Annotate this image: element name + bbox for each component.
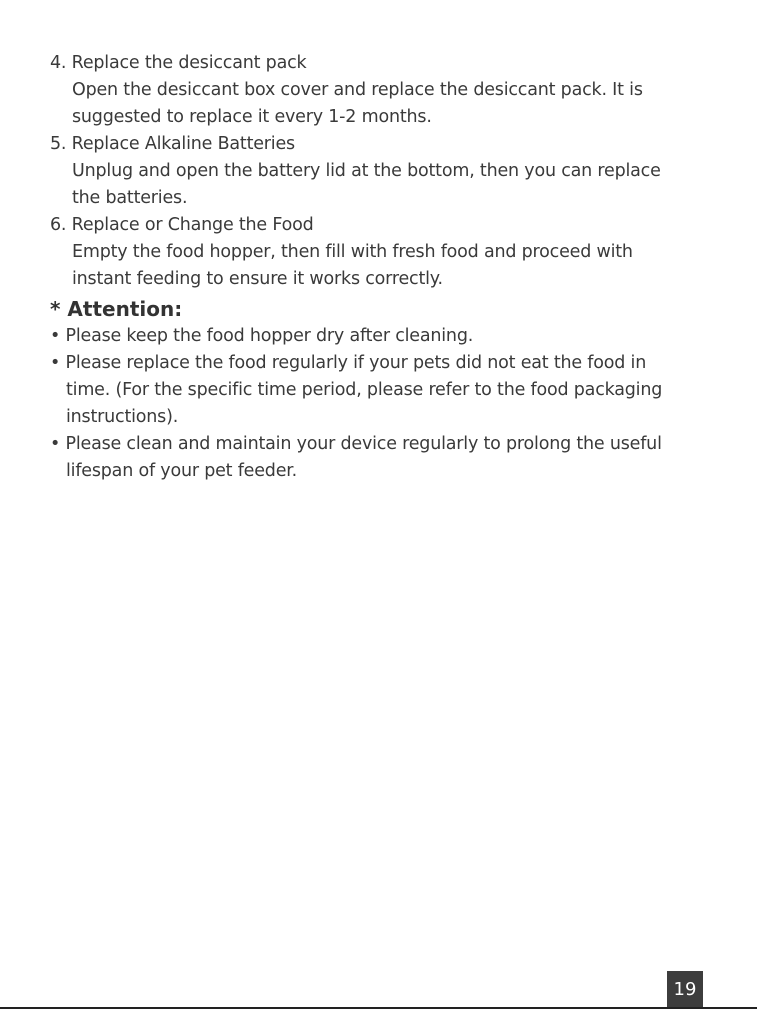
- step-text: suggested to replace it every 1-2 months.: [72, 107, 432, 127]
- attention-bullet-dry: [50, 323, 730, 350]
- manual-content: [50, 50, 730, 485]
- step-replace-batteries: [50, 131, 730, 212]
- step-title: 4. Replace the desiccant pack: [50, 53, 307, 73]
- step-text: Open the desiccant box cover and replace the desiccant pack. It is: [72, 80, 643, 100]
- step-replace-food: [50, 212, 730, 293]
- step-replace-desiccant: [50, 50, 730, 131]
- page-number: 19: [667, 971, 703, 1008]
- bullet-text: • Please replace the food regularly if your pets did not eat the food in: [50, 353, 647, 373]
- attention-bullet-maintain: [50, 431, 730, 485]
- bullet-text: time. (For the specific time period, please refer to the food packaging: [66, 380, 663, 400]
- step-text: instant feeding to ensure it works correctly.: [72, 269, 443, 289]
- bullet-text: • Please keep the food hopper dry after cleaning.: [50, 326, 474, 346]
- step-title: 5. Replace Alkaline Batteries: [50, 134, 295, 154]
- step-text: Unplug and open the battery lid at the bottom, then you can replace: [72, 161, 661, 181]
- step-text: the batteries.: [72, 188, 188, 208]
- attention-heading: * Attention:: [50, 297, 183, 321]
- step-title: 6. Replace or Change the Food: [50, 215, 314, 235]
- bullet-text: • Please clean and maintain your device regularly to prolong the useful: [50, 434, 662, 454]
- step-text: Empty the food hopper, then fill with fresh food and proceed with: [72, 242, 633, 262]
- attention-bullet-replace-food: [50, 350, 730, 431]
- bullet-text: instructions).: [66, 407, 179, 427]
- bullet-text: lifespan of your pet feeder.: [66, 461, 298, 481]
